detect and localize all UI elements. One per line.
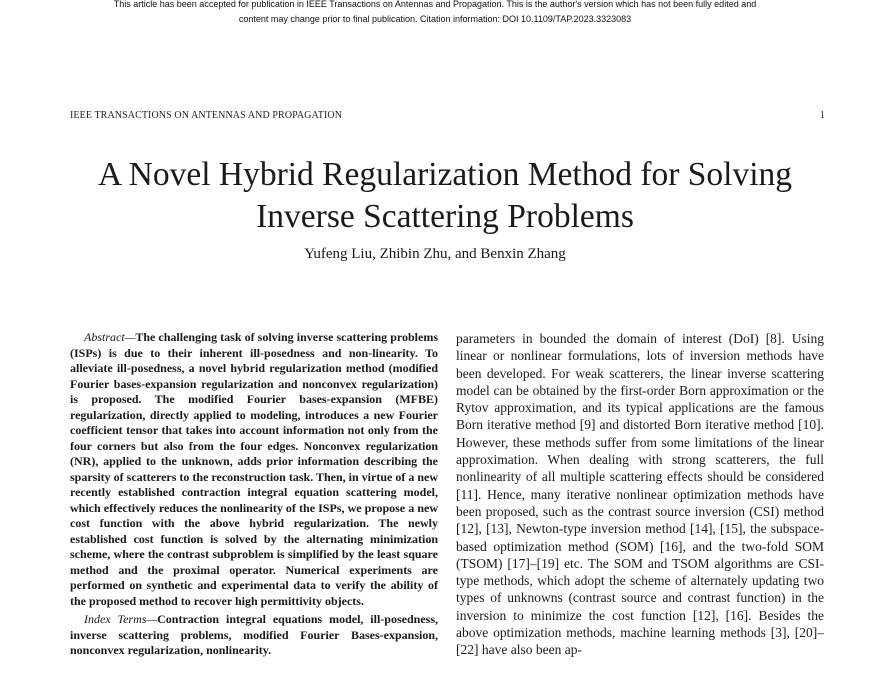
notice-line-2: content may change prior to final publication. Citation information: DOI 10.1109/TAP.2023.3323083 <box>238 14 632 24</box>
title-line-2: Inverse Scattering Problems <box>256 198 634 235</box>
journal-name: IEEE TRANSACTIONS ON ANTENNAS AND PROPAGATION <box>70 110 343 121</box>
abstract <box>70 330 438 609</box>
page-number: 1 <box>819 110 825 121</box>
title-line-1: A Novel Hybrid Regularization Method for Solving <box>97 156 793 193</box>
left-column <box>70 330 438 659</box>
author-list: Yufeng Liu, Zhibin Zhu, and Benxin Zhang <box>304 246 566 262</box>
abstract-text: The challenging task of solving inverse scattering problems (ISPs) is due to their inherent ill-posedness and non-linearity. To alleviate ill-posedness, a novel hybrid regularization method (modified Fourier bases-expansion regularization and nonconvex regularization) is proposed. The modified Fourier bases-expansion (MFBE) regularization, directly applied to modeling, introduces a new Fourier coefficient tensor that takes into account information not only from the four corners but also from the four edges. Nonconvex regularization (NR), applied to the unknown, adds prior information describing the sparsity of scatterers to the reconstruction task. Then, in virtue of a new recently established contraction integral equation scattering model, which effectively reduces the nonlinearity of the ISPs, we propose a new cost function with the above hybrid regularization. The newly established cost function is solved by the alternating minimization scheme, where the contrast subproblem is simplified by the least square method and the proximal operator. Numerical experiments are performed on synthetic and experimental data to verify the ability of the proposed method to recover high permittivity objects. <box>70 330 438 608</box>
notice-line-1: This article has been accepted for publication in IEEE Transactions on Antennas and Propagation. This is the author's version which has not been fully edited and <box>113 0 757 9</box>
body-paragraph: parameters in bounded the domain of interest (DoI) [8]. Using linear or nonlinear formulations, lots of inversion methods have been developed. For weak scatterers, the linear inverse scattering model can be obtained by the first-order Born approximation or the Rytov approximation, and its typical applications are the famous Born iterative method [9] and distorted Born iterative method [10]. However, these methods suffer from some limitations of the linear approximation. When dealing with strong scatterers, the full nonlinearity of all multiple scattering effects should be considered [11]. Hence, many iterative nonlinear optimization methods have been proposed, such as the contrast source inversion (CSI) method [12], [13], Newton-type inversion method [14], [15], the subspace-based optimization method (SOM) [16], and the two-fold SOM (TSOM) [17]–[19] etc. The SOM and TSOM algorithms are CSI-type methods, which adopt the scheme of alternately updating two types of unknowns (contrast source and contrast function) in the inversion to minimize the cost function [12], [16]. Besides the above optimization methods, machine learning methods [3], [20]–[22] have also been ap- <box>456 331 824 658</box>
abstract-label: Abstract— <box>84 330 136 344</box>
paper-title <box>40 154 850 238</box>
index-terms <box>70 612 438 659</box>
right-column <box>456 330 824 659</box>
index-terms-label: Index Terms— <box>84 612 158 626</box>
publication-notice <box>0 0 870 27</box>
running-header <box>70 110 825 121</box>
index-terms-text: Contraction integral equations model, ill-posedness, inverse scattering problems, modified Fourier Bases-expansion, nonconvex regularization, nonlinearity. <box>70 612 438 657</box>
